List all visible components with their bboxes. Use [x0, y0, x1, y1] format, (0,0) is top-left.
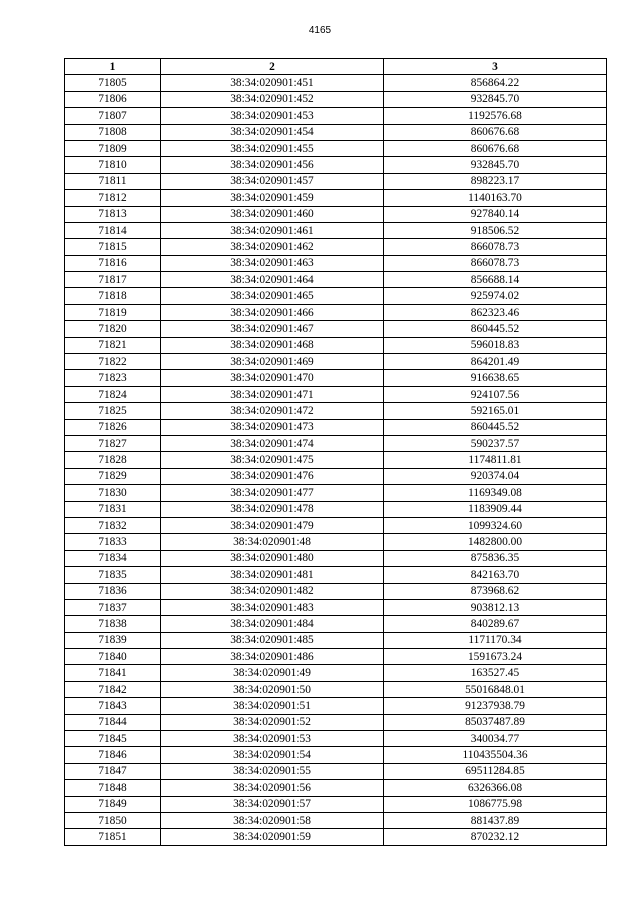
table-row: [65, 812, 607, 828]
table-row: [65, 435, 607, 451]
cadastral-number-cell: 38:34:020901:462: [161, 239, 384, 255]
cadastral-number-cell: 38:34:020901:57: [161, 796, 384, 812]
row-number-cell: 71828: [65, 452, 161, 468]
cadastral-number-cell: 38:34:020901:51: [161, 698, 384, 714]
cadastral-table: [64, 58, 607, 846]
table-row: [65, 534, 607, 550]
table-row: [65, 796, 607, 812]
row-number-cell: 71819: [65, 304, 161, 320]
table-row: [65, 304, 607, 320]
cadastral-number-cell: 38:34:020901:465: [161, 288, 384, 304]
value-cell: 860676.68: [384, 124, 607, 140]
value-cell: 1192576.68: [384, 108, 607, 124]
table-row: [65, 354, 607, 370]
row-number-cell: 71810: [65, 157, 161, 173]
cadastral-number-cell: 38:34:020901:456: [161, 157, 384, 173]
value-cell: 864201.49: [384, 354, 607, 370]
value-cell: 842163.70: [384, 567, 607, 583]
table-row: [65, 665, 607, 681]
row-number-cell: 71844: [65, 714, 161, 730]
row-number-cell: 71846: [65, 747, 161, 763]
cadastral-number-cell: 38:34:020901:478: [161, 501, 384, 517]
cadastral-number-cell: 38:34:020901:485: [161, 632, 384, 648]
cadastral-number-cell: 38:34:020901:50: [161, 681, 384, 697]
value-cell: 840289.67: [384, 616, 607, 632]
cadastral-number-cell: 38:34:020901:467: [161, 321, 384, 337]
row-number-cell: 71814: [65, 222, 161, 238]
value-cell: 1174811.81: [384, 452, 607, 468]
row-number-cell: 71843: [65, 698, 161, 714]
row-number-cell: 71811: [65, 173, 161, 189]
table-row: [65, 681, 607, 697]
cadastral-number-cell: 38:34:020901:461: [161, 222, 384, 238]
cadastral-number-cell: 38:34:020901:459: [161, 190, 384, 206]
table-row: [65, 91, 607, 107]
cadastral-number-cell: 38:34:020901:470: [161, 370, 384, 386]
cadastral-number-cell: 38:34:020901:54: [161, 747, 384, 763]
value-cell: 55016848.01: [384, 681, 607, 697]
row-number-cell: 71831: [65, 501, 161, 517]
table-row: [65, 698, 607, 714]
column-header-1: 1: [65, 59, 161, 75]
table-row: [65, 780, 607, 796]
table-row: [65, 75, 607, 91]
row-number-cell: 71822: [65, 354, 161, 370]
row-number-cell: 71824: [65, 386, 161, 402]
cadastral-number-cell: 38:34:020901:474: [161, 435, 384, 451]
value-cell: 590237.57: [384, 435, 607, 451]
table-row: [65, 583, 607, 599]
table-row: [65, 550, 607, 566]
cadastral-number-cell: 38:34:020901:58: [161, 812, 384, 828]
row-number-cell: 71834: [65, 550, 161, 566]
value-cell: 85037487.89: [384, 714, 607, 730]
value-cell: 1169349.08: [384, 485, 607, 501]
page-number: 4165: [308, 25, 332, 36]
table-body: [65, 75, 607, 845]
value-cell: 918506.52: [384, 222, 607, 238]
table-row: [65, 403, 607, 419]
cadastral-number-cell: 38:34:020901:59: [161, 829, 384, 845]
value-cell: 866078.73: [384, 255, 607, 271]
table-row: [65, 616, 607, 632]
table-row: [65, 649, 607, 665]
row-number-cell: 71829: [65, 468, 161, 484]
row-number-cell: 71849: [65, 796, 161, 812]
cadastral-number-cell: 38:34:020901:479: [161, 517, 384, 533]
cadastral-number-cell: 38:34:020901:481: [161, 567, 384, 583]
value-cell: 340034.77: [384, 731, 607, 747]
cadastral-number-cell: 38:34:020901:472: [161, 403, 384, 419]
cadastral-number-cell: 38:34:020901:471: [161, 386, 384, 402]
value-cell: 932845.70: [384, 91, 607, 107]
table-row: [65, 272, 607, 288]
cadastral-number-cell: 38:34:020901:451: [161, 75, 384, 91]
table-row: [65, 222, 607, 238]
cadastral-number-cell: 38:34:020901:469: [161, 354, 384, 370]
cadastral-number-cell: 38:34:020901:48: [161, 534, 384, 550]
table-row: [65, 321, 607, 337]
row-number-cell: 71851: [65, 829, 161, 845]
cadastral-number-cell: 38:34:020901:455: [161, 140, 384, 156]
value-cell: 6326366.08: [384, 780, 607, 796]
row-number-cell: 71832: [65, 517, 161, 533]
value-cell: 1591673.24: [384, 649, 607, 665]
value-cell: 596018.83: [384, 337, 607, 353]
table-row: [65, 632, 607, 648]
value-cell: 1086775.98: [384, 796, 607, 812]
cadastral-number-cell: 38:34:020901:484: [161, 616, 384, 632]
row-number-cell: 71836: [65, 583, 161, 599]
row-number-cell: 71816: [65, 255, 161, 271]
row-number-cell: 71807: [65, 108, 161, 124]
value-cell: 1183909.44: [384, 501, 607, 517]
table-row: [65, 173, 607, 189]
value-cell: 924107.56: [384, 386, 607, 402]
cadastral-number-cell: 38:34:020901:52: [161, 714, 384, 730]
row-number-cell: 71840: [65, 649, 161, 665]
value-cell: 870232.12: [384, 829, 607, 845]
cadastral-number-cell: 38:34:020901:477: [161, 485, 384, 501]
cadastral-number-cell: 38:34:020901:452: [161, 91, 384, 107]
value-cell: 163527.45: [384, 665, 607, 681]
value-cell: 873968.62: [384, 583, 607, 599]
value-cell: 69511284.85: [384, 763, 607, 779]
table-row: [65, 288, 607, 304]
value-cell: 903812.13: [384, 599, 607, 615]
cadastral-number-cell: 38:34:020901:482: [161, 583, 384, 599]
cadastral-number-cell: 38:34:020901:473: [161, 419, 384, 435]
row-number-cell: 71842: [65, 681, 161, 697]
row-number-cell: 71838: [65, 616, 161, 632]
row-number-cell: 71815: [65, 239, 161, 255]
value-cell: 925974.02: [384, 288, 607, 304]
row-number-cell: 71835: [65, 567, 161, 583]
table-row: [65, 763, 607, 779]
table-row: [65, 108, 607, 124]
row-number-cell: 71839: [65, 632, 161, 648]
table-row: [65, 501, 607, 517]
row-number-cell: 71818: [65, 288, 161, 304]
header-row: [65, 59, 607, 75]
value-cell: 860445.52: [384, 321, 607, 337]
table-row: [65, 140, 607, 156]
value-cell: 916638.65: [384, 370, 607, 386]
cadastral-number-cell: 38:34:020901:466: [161, 304, 384, 320]
value-cell: 860445.52: [384, 419, 607, 435]
value-cell: 920374.04: [384, 468, 607, 484]
table-row: [65, 124, 607, 140]
row-number-cell: 71820: [65, 321, 161, 337]
value-cell: 856688.14: [384, 272, 607, 288]
row-number-cell: 71850: [65, 812, 161, 828]
column-header-2: 2: [161, 59, 384, 75]
value-cell: 862323.46: [384, 304, 607, 320]
value-cell: 860676.68: [384, 140, 607, 156]
row-number-cell: 71821: [65, 337, 161, 353]
table-row: [65, 386, 607, 402]
cadastral-number-cell: 38:34:020901:480: [161, 550, 384, 566]
table-row: [65, 829, 607, 845]
cadastral-number-cell: 38:34:020901:464: [161, 272, 384, 288]
cadastral-number-cell: 38:34:020901:454: [161, 124, 384, 140]
table-row: [65, 239, 607, 255]
column-header-3: 3: [384, 59, 607, 75]
table-row: [65, 567, 607, 583]
table-row: [65, 206, 607, 222]
row-number-cell: 71805: [65, 75, 161, 91]
table-row: [65, 599, 607, 615]
table-row: [65, 419, 607, 435]
value-cell: 881437.89: [384, 812, 607, 828]
value-cell: 875836.35: [384, 550, 607, 566]
value-cell: 592165.01: [384, 403, 607, 419]
row-number-cell: 71841: [65, 665, 161, 681]
row-number-cell: 71806: [65, 91, 161, 107]
cadastral-number-cell: 38:34:020901:53: [161, 731, 384, 747]
row-number-cell: 71808: [65, 124, 161, 140]
cadastral-number-cell: 38:34:020901:476: [161, 468, 384, 484]
row-number-cell: 71833: [65, 534, 161, 550]
value-cell: 932845.70: [384, 157, 607, 173]
table-row: [65, 370, 607, 386]
value-cell: 856864.22: [384, 75, 607, 91]
cadastral-number-cell: 38:34:020901:56: [161, 780, 384, 796]
cadastral-number-cell: 38:34:020901:475: [161, 452, 384, 468]
table-row: [65, 337, 607, 353]
cadastral-number-cell: 38:34:020901:486: [161, 649, 384, 665]
row-number-cell: 71827: [65, 435, 161, 451]
table-row: [65, 731, 607, 747]
cadastral-number-cell: 38:34:020901:49: [161, 665, 384, 681]
cadastral-number-cell: 38:34:020901:468: [161, 337, 384, 353]
row-number-cell: 71847: [65, 763, 161, 779]
cadastral-number-cell: 38:34:020901:55: [161, 763, 384, 779]
value-cell: 1140163.70: [384, 190, 607, 206]
cadastral-number-cell: 38:34:020901:453: [161, 108, 384, 124]
value-cell: 927840.14: [384, 206, 607, 222]
value-cell: 1099324.60: [384, 517, 607, 533]
value-cell: 1482800.00: [384, 534, 607, 550]
value-cell: 898223.17: [384, 173, 607, 189]
table-row: [65, 190, 607, 206]
row-number-cell: 71826: [65, 419, 161, 435]
row-number-cell: 71848: [65, 780, 161, 796]
row-number-cell: 71812: [65, 190, 161, 206]
cadastral-number-cell: 38:34:020901:457: [161, 173, 384, 189]
cadastral-number-cell: 38:34:020901:460: [161, 206, 384, 222]
row-number-cell: 71845: [65, 731, 161, 747]
table-row: [65, 468, 607, 484]
table-row: [65, 485, 607, 501]
row-number-cell: 71809: [65, 140, 161, 156]
table-row: [65, 714, 607, 730]
table-header: [65, 59, 607, 75]
row-number-cell: 71825: [65, 403, 161, 419]
table-row: [65, 255, 607, 271]
table-row: [65, 517, 607, 533]
table-row: [65, 157, 607, 173]
value-cell: 91237938.79: [384, 698, 607, 714]
row-number-cell: 71837: [65, 599, 161, 615]
row-number-cell: 71823: [65, 370, 161, 386]
table-row: [65, 747, 607, 763]
value-cell: 110435504.36: [384, 747, 607, 763]
cadastral-number-cell: 38:34:020901:483: [161, 599, 384, 615]
row-number-cell: 71830: [65, 485, 161, 501]
table-row: [65, 452, 607, 468]
row-number-cell: 71817: [65, 272, 161, 288]
value-cell: 1171170.34: [384, 632, 607, 648]
cadastral-number-cell: 38:34:020901:463: [161, 255, 384, 271]
row-number-cell: 71813: [65, 206, 161, 222]
value-cell: 866078.73: [384, 239, 607, 255]
